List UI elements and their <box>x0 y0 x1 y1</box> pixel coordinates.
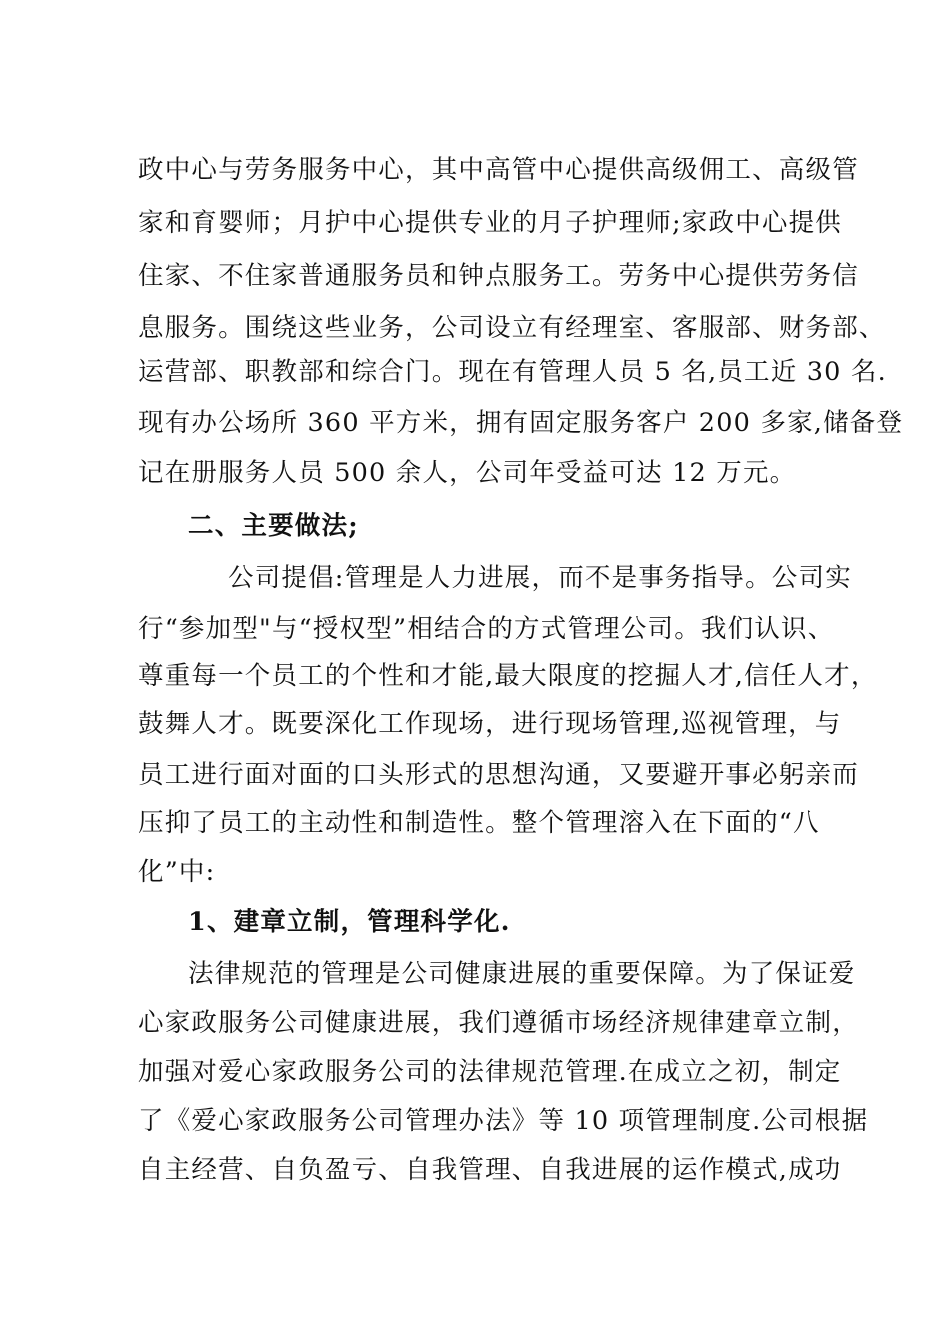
text-line: 记在册服务人员 500 余人，公司年受益可达 12 万元。 <box>138 458 797 488</box>
text-line: 息服务。围绕这些业务，公司设立有经理室、客服部、财务部、 <box>138 313 886 343</box>
text-line: 运营部、职教部和综合门。现在有管理人员 5 名,员工近 30 名. <box>138 357 887 387</box>
text-line: 公司提倡:管理是人力进展，而不是事务指导。公司实 <box>228 563 852 593</box>
text-line: 现有办公场所 360 平方米，拥有固定服务客户 200 多家,储备登 <box>138 408 904 438</box>
text-line: 家和育婴师；月护中心提供专业的月子护理师;家政中心提供 <box>138 208 842 238</box>
text-line: 法律规范的管理是公司健康进展的重要保障。为了保证爱 <box>188 959 856 989</box>
text-line: 压抑了员工的主动性和制造性。整个管理溶入在下面的“八 <box>138 808 820 838</box>
text-line: 政中心与劳务服务中心，其中高管中心提供高级佣工、高级管 <box>138 155 859 185</box>
text-line: 住家、不住家普通服务员和钟点服务工。劳务中心提供劳务信 <box>138 261 859 291</box>
section-heading: 二、主要做法; <box>188 511 359 541</box>
text-line: 心家政服务公司健康进展，我们遵循市场经济规律建章立制， <box>138 1008 859 1038</box>
text-line: 员工进行面对面的口头形式的思想沟通，又要避开事必躬亲而 <box>138 760 859 790</box>
text-line: 了《爱心家政服务公司管理办法》等 10 项管理制度.公司根据 <box>138 1106 869 1136</box>
text-line: 自主经营、自负盈亏、自我管理、自我进展的运作模式,成功 <box>138 1155 842 1185</box>
text-line: 鼓舞人才。既要深化工作现场，进行现场管理,巡视管理，与 <box>138 709 842 739</box>
text-line: 尊重每一个员工的个性和才能,最大限度的挖掘人才,信任人才， <box>138 661 878 691</box>
text-line: 行“参加型"与“授权型”相结合的方式管理公司。我们认识、 <box>138 614 835 644</box>
text-line: 化”中: <box>138 857 216 887</box>
subsection-heading: 1、建章立制，管理科学化. <box>188 907 511 937</box>
text-line: 加强对爱心家政服务公司的法律规范管理.在成立之初，制定 <box>138 1057 842 1087</box>
